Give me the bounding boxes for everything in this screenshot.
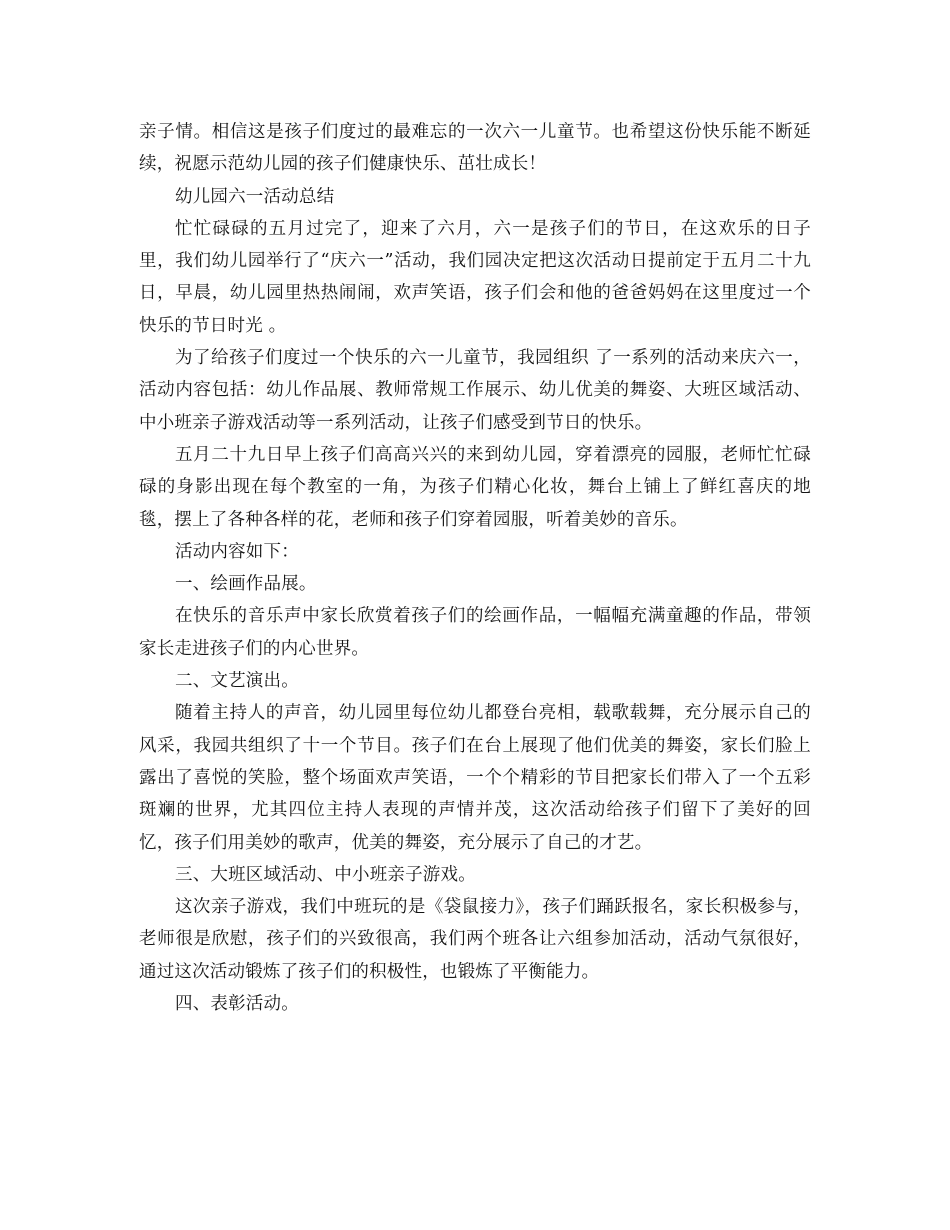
document-body bbox=[139, 116, 811, 1020]
subheading-games: 三、大班区域活动、中小班亲子游戏。 bbox=[175, 864, 476, 885]
subheading-performance: 二、文艺演出。 bbox=[175, 671, 299, 692]
section-title: 幼儿园六一活动总结 bbox=[175, 186, 335, 207]
subheading-art-exhibition: 一、绘画作品展。 bbox=[175, 574, 317, 595]
paragraph-art-exhibition: 在快乐的音乐声中家长欣赏着孩子们的绘画作品，一幅幅充满童趣的作品，带领家长走进孩子们的内心世界。 bbox=[139, 606, 811, 659]
paragraph-continuation: 亲子情。相信这是孩子们度过的最难忘的一次六一儿童节。也希望这份快乐能不断延续，祝愿示范幼儿园的孩子们健康快乐、茁壮成长！ bbox=[139, 122, 811, 175]
paragraph-games: 这次亲子游戏，我们中班玩的是《袋鼠接力》，孩子们踊跃报名，家长积极参与，老师很是欣慰，孩子们的兴致很高，我们两个班各让六组参加活动，活动气氛很好，通过这次活动锻炼了孩子们的积极性，也锻炼了平衡能力。 bbox=[139, 897, 811, 982]
paragraph-activities-overview: 为了给孩子们度过一个快乐的六一儿童节，我园组织 了一系列的活动来庆六一，活动内容包括：幼儿作品展、教师常规工作展示、幼儿优美的舞姿、大班区域活动、中小班亲子游戏活动等一系列活动，让孩子们感受到节日的快乐。 bbox=[139, 348, 811, 433]
subheading-awards: 四、表彰活动。 bbox=[175, 994, 299, 1015]
paragraph-morning-preparation: 五月二十九日早上孩子们高高兴兴的来到幼儿园，穿着漂亮的园服，老师忙忙碌碌的身影出现在每个教室的一角，为孩子们精心化妆，舞台上铺上了鲜红喜庆的地毯，摆上了各种各样的花，老师和孩子们穿着园服，听着美妙的音乐。 bbox=[139, 444, 811, 530]
paragraph-content-heading: 活动内容如下： bbox=[175, 541, 299, 562]
paragraph-intro: 忙忙碌碌的五月过完了，迎来了六月，六一是孩子们的节日，在这欢乐的日子里，我们幼儿园举行了“庆六一”活动，我们园决定把这次活动日提前定于五月二十九日，早晨，幼儿园里热热闹闹，欢声笑语，孩子们会和他的爸爸妈妈在这里度过一个快乐的节日时光 。 bbox=[139, 218, 811, 336]
paragraph-performance: 随着主持人的声音，幼儿园里每位幼儿都登台亮相，载歌载舞，充分展示自己的风采，我园共组织了十一个节目。孩子们在台上展现了他们优美的舞姿，家长们脸上露出了喜悦的笑脸，整个场面欢声笑语，一个个精彩的节目把家长们带入了一个五彩斑斓的世界，尤其四位主持人表现的声情并茂，这次活动给孩子们留下了美好的回忆，孩子们用美妙的歌声，优美的舞姿，充分展示了自己的才艺。 bbox=[139, 703, 811, 853]
